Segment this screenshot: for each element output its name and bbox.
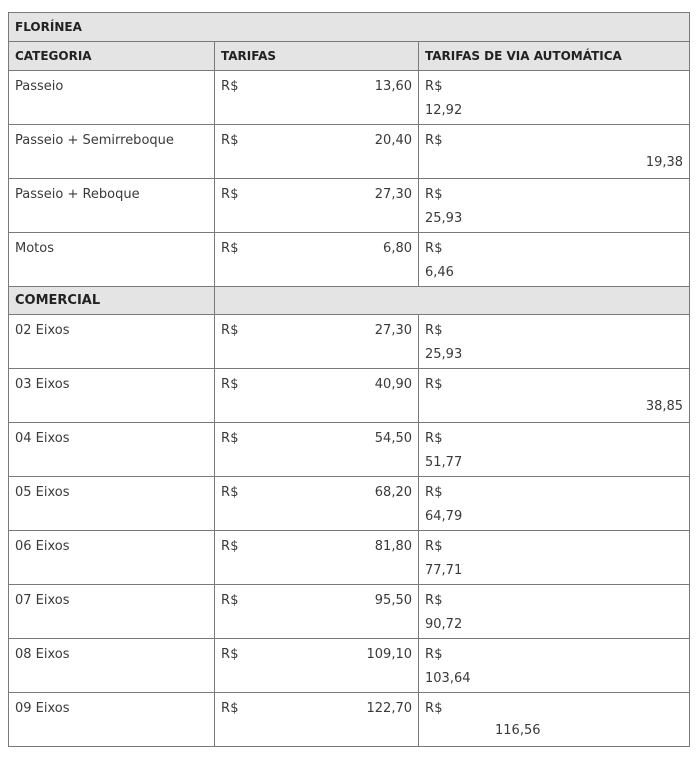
tarifa-value: 81,80 (374, 539, 412, 554)
tarifa-cell (215, 477, 419, 531)
via-automatica-cell (419, 639, 690, 693)
table-row (9, 585, 690, 639)
category-cell (9, 233, 215, 287)
tarifa-cell (215, 369, 419, 423)
category-cell (9, 639, 215, 693)
tarifa-cell (215, 693, 419, 747)
section-filler (215, 287, 690, 315)
via-automatica-cell (419, 423, 690, 477)
header-via-automatica: TARIFAS DE VIA AUTOMÁTICA (419, 42, 690, 71)
via-automatica-cell (419, 71, 690, 125)
via-value: 116,56 (495, 723, 541, 738)
category-cell (9, 423, 215, 477)
category-cell (9, 369, 215, 423)
via-value: 25,93 (425, 211, 463, 226)
tarifa-currency: R$ (221, 647, 239, 662)
category-label: Passeio (15, 79, 64, 94)
category-cell (9, 179, 215, 233)
table-title-row (9, 13, 690, 42)
table-row (9, 693, 690, 747)
tarifa-value: 68,20 (374, 485, 412, 500)
via-currency: R$ (425, 133, 443, 148)
via-currency: R$ (425, 187, 443, 202)
via-currency: R$ (425, 79, 443, 94)
category-cell (9, 693, 215, 747)
category-cell (9, 71, 215, 125)
via-value: 25,93 (425, 347, 463, 362)
via-automatica-cell (419, 233, 690, 287)
category-label: 09 Eixos (15, 701, 70, 716)
via-currency: R$ (425, 431, 443, 446)
tarifa-cell (215, 585, 419, 639)
via-currency: R$ (425, 241, 443, 256)
header-tarifas: TARIFAS (215, 42, 419, 71)
tarifa-cell (215, 233, 419, 287)
via-value: 64,79 (425, 509, 463, 524)
category-label: 08 Eixos (15, 647, 70, 662)
tarifa-currency: R$ (221, 323, 239, 338)
via-value: 6,46 (425, 265, 454, 280)
table-row (9, 179, 690, 233)
table-row (9, 125, 690, 179)
tarifa-value: 40,90 (374, 377, 412, 392)
via-automatica-cell (419, 369, 690, 423)
category-label: 03 Eixos (15, 377, 70, 392)
table-row (9, 423, 690, 477)
via-currency: R$ (425, 539, 443, 554)
category-cell (9, 531, 215, 585)
table-title: FLORÍNEA (9, 13, 690, 42)
tarifa-currency: R$ (221, 593, 239, 608)
tarifa-value: 27,30 (374, 323, 412, 338)
tarifa-currency: R$ (221, 241, 239, 256)
category-label: Motos (15, 241, 54, 256)
tarifa-currency: R$ (221, 539, 239, 554)
tarifa-cell (215, 315, 419, 369)
via-currency: R$ (425, 701, 443, 716)
via-currency: R$ (425, 485, 443, 500)
category-label: 04 Eixos (15, 431, 70, 446)
via-currency: R$ (425, 593, 443, 608)
via-currency: R$ (425, 377, 443, 392)
tariff-table (8, 12, 690, 747)
tarifa-currency: R$ (221, 701, 239, 716)
tarifa-currency: R$ (221, 431, 239, 446)
via-value: 38,85 (645, 399, 684, 414)
category-cell (9, 315, 215, 369)
tarifa-value: 95,50 (374, 593, 412, 608)
tarifa-currency: R$ (221, 133, 239, 148)
table-row (9, 369, 690, 423)
tarifa-value: 13,60 (374, 79, 412, 94)
column-header-row (9, 42, 690, 71)
category-label: 06 Eixos (15, 539, 70, 554)
category-cell (9, 125, 215, 179)
tarifa-currency: R$ (221, 79, 239, 94)
via-currency: R$ (425, 323, 443, 338)
tarifa-cell (215, 423, 419, 477)
category-label: Passeio + Semirreboque (15, 133, 174, 148)
via-value: 19,38 (645, 155, 684, 170)
category-label: 07 Eixos (15, 593, 70, 608)
table-row (9, 531, 690, 585)
category-label: Passeio + Reboque (15, 187, 140, 202)
header-categoria: CATEGORIA (9, 42, 215, 71)
section-row (9, 287, 690, 315)
tarifa-value: 20,40 (374, 133, 412, 148)
via-automatica-cell (419, 531, 690, 585)
via-automatica-cell (419, 477, 690, 531)
tarifa-cell (215, 71, 419, 125)
category-cell (9, 477, 215, 531)
table-row (9, 639, 690, 693)
via-value: 12,92 (425, 103, 463, 118)
tarifa-cell (215, 179, 419, 233)
via-automatica-cell (419, 179, 690, 233)
via-automatica-cell (419, 125, 690, 179)
tariff-table-body (9, 13, 690, 747)
via-automatica-cell (419, 315, 690, 369)
tarifa-cell (215, 125, 419, 179)
category-label: 05 Eixos (15, 485, 70, 500)
tarifa-value: 27,30 (374, 187, 412, 202)
tarifa-value: 122,70 (366, 701, 412, 716)
category-label: 02 Eixos (15, 323, 70, 338)
tarifa-value: 6,80 (383, 241, 412, 256)
tarifa-value: 109,10 (366, 647, 412, 662)
via-currency: R$ (425, 647, 443, 662)
category-cell (9, 585, 215, 639)
section-label: COMERCIAL (9, 287, 215, 315)
via-automatica-cell (419, 693, 690, 747)
table-row (9, 315, 690, 369)
table-row (9, 233, 690, 287)
tarifa-cell (215, 639, 419, 693)
tarifa-currency: R$ (221, 187, 239, 202)
via-value: 77,71 (425, 563, 463, 578)
tarifa-currency: R$ (221, 377, 239, 392)
table-row (9, 71, 690, 125)
via-value: 90,72 (425, 617, 463, 632)
via-value: 51,77 (425, 455, 463, 470)
table-row (9, 477, 690, 531)
tarifa-currency: R$ (221, 485, 239, 500)
via-value: 103,64 (425, 671, 471, 686)
via-automatica-cell (419, 585, 690, 639)
tarifa-value: 54,50 (374, 431, 412, 446)
tarifa-cell (215, 531, 419, 585)
